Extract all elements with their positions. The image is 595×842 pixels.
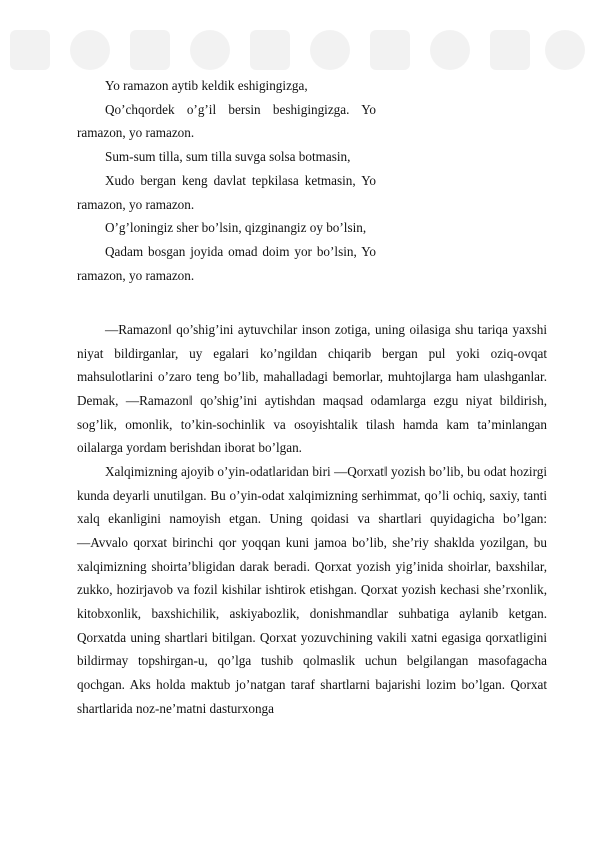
poem-line: ramazon, yo ramazon.: [77, 196, 195, 212]
poem-line: ramazon, yo ramazon.: [77, 125, 195, 141]
poem-line: Qadam bosgan joyida omad doim yor bo’lsin, Yo: [105, 243, 376, 259]
poem-line: Qo’chqordek o’g’il bersin beshigingizga. Yo: [105, 101, 376, 117]
paragraph: Xalqimizning ajoyib o’yin-odatlaridan biri ―Qorxat‖ yozish bo’lib, bu odat hozirgi kunda deyarli unutilgan. Bu o’yin-odat xalqimizning serhimmat, qo’li ochiq, saxiy, tanti xalq ekanligini namoyish etgan. Uning qoidasi va shartlari quyidagicha bo’lgan: ―Avvalo qorxat birinchi qor yoqqan kuni jamoa bo’lib, she’riy shaklda yozilgan, bu xalqimizning shoirta’bligidan darak beradi. Qorxat yozish yig’inida shoirlar, baxshilar, zukko, hozirjavob va fozil kishilar ishtirok etishgan. Qorxat yozish kechasi she’rxonlik, kitobxonlik, baxshichilik, askiyabozlik, donishmandlar suhbatiga aylanib ketgan. Qorxatda uning shartlari bitilgan. Qorxat yozuvchining vakili xatni egasiga qorxatligini bildirmay topshirgan-u, qo’lga tushib qolmaslik uchun belgilangan masofagacha qochgan. Aks holda maktub jo’natgan taraf shartlarni bajarishi lozim bo’lgan. Qorxat shartlarida noz-ne’matni dasturxonga: [77, 463, 547, 716]
poem-block: [77, 74, 547, 287]
poem-line: ramazon, yo ramazon.: [77, 267, 195, 283]
body-text: [77, 318, 547, 720]
poem-line: Xudo bergan keng davlat tepkilasa ketmasin, Yo: [105, 172, 376, 188]
paragraph: ―Ramazon‖ qo’shig’ini aytuvchilar inson zotiga, uning oilasiga shu tariqa yaxshi niyat bildirganlar, uy egalari ko’ngildan chiqarib bergan pul yoki oziq-ovqat mahsulotlarini o’zaro teng bo’lib, mahalladagi bemorlar, muhtojlarga ham ulashganlar. Demak, ―Ramazon‖ qo’shig’ini aytishdan maqsad odamlarga ezgu niyat bildirish, sog’lik, omonlik, to’kin-sochinlik va osoyishtalik tilash hamda kam ta’minlangan oilalarga yordam berishdan iborat bo’lgan.: [77, 322, 547, 456]
poem-line: Sum-sum tilla, sum tilla suvga solsa botmasin,: [105, 149, 351, 165]
poem-line: Yo ramazon aytib keldik eshigingizga,: [105, 78, 308, 93]
poem-line: O’g’loningiz sher bo’lsin, qizginangiz oy bo’lsin,: [105, 220, 367, 236]
